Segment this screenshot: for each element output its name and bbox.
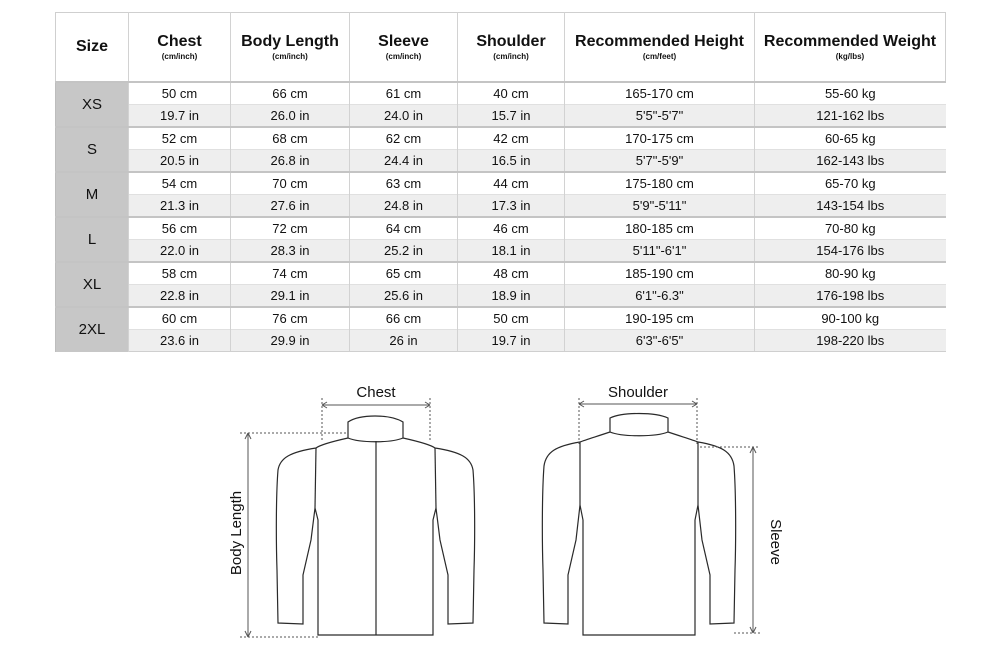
metric-value-cell: 66 cm xyxy=(350,307,458,330)
metric-value-cell: 48 cm xyxy=(458,262,565,285)
column-header-title: Shoulder xyxy=(476,33,546,50)
imperial-value-cell: 26.0 in xyxy=(231,105,350,128)
imperial-value-cell: 15.7 in xyxy=(458,105,565,128)
size-label: XL xyxy=(56,262,129,307)
front-jacket-drawing xyxy=(276,416,474,635)
metric-value-cell: 72 cm xyxy=(231,217,350,240)
metric-value-cell: 63 cm xyxy=(350,172,458,195)
column-header-title: Size xyxy=(75,38,108,55)
imperial-value-cell: 22.8 in xyxy=(129,285,231,308)
imperial-value-cell: 5'9"-5'11" xyxy=(565,195,755,218)
metric-value-cell: 62 cm xyxy=(350,127,458,150)
column-header-unit: (kg/lbs) xyxy=(835,52,865,61)
metric-value-cell: 70 cm xyxy=(231,172,350,195)
imperial-value-cell: 21.3 in xyxy=(129,195,231,218)
imperial-value-cell: 29.9 in xyxy=(231,330,350,352)
imperial-value-cell: 22.0 in xyxy=(129,240,231,263)
column-header-unit: (cm/inch) xyxy=(161,52,198,61)
metric-value-cell: 165-170 cm xyxy=(565,82,755,105)
imperial-value-cell: 18.1 in xyxy=(458,240,565,263)
column-header-unit: (cm/inch) xyxy=(272,52,308,61)
column-header-unit: (cm/inch) xyxy=(385,52,422,61)
metric-value-cell: 50 cm xyxy=(129,82,231,105)
metric-value-cell: 190-195 cm xyxy=(565,307,755,330)
size-label: S xyxy=(56,127,129,172)
metric-value-cell: 40 cm xyxy=(458,82,565,105)
imperial-value-cell: 5'5"-5'7" xyxy=(565,105,755,128)
imperial-value-cell: 154-176 lbs xyxy=(755,240,946,263)
imperial-value-cell: 198-220 lbs xyxy=(755,330,946,352)
metric-value-cell: 60 cm xyxy=(129,307,231,330)
column-header-title: Body Length xyxy=(241,33,339,50)
metric-value-cell: 46 cm xyxy=(458,217,565,240)
metric-value-cell: 70-80 kg xyxy=(755,217,946,240)
chest-label: Chest xyxy=(356,384,396,401)
imperial-value-cell: 23.6 in xyxy=(129,330,231,352)
metric-value-cell: 64 cm xyxy=(350,217,458,240)
metric-value-cell: 54 cm xyxy=(129,172,231,195)
column-header-title: Recommended Height xyxy=(575,33,744,50)
imperial-value-cell: 24.8 in xyxy=(350,195,458,218)
imperial-value-cell: 26 in xyxy=(350,330,458,352)
column-header-title: Chest xyxy=(157,33,202,50)
column-header-title: Recommended Weight xyxy=(763,33,937,50)
imperial-value-cell: 5'11"-6'1" xyxy=(565,240,755,263)
metric-value-cell: 80-90 kg xyxy=(755,262,946,285)
imperial-value-cell: 17.3 in xyxy=(458,195,565,218)
imperial-value-cell: 16.5 in xyxy=(458,150,565,173)
metric-value-cell: 68 cm xyxy=(231,127,350,150)
column-header-unit: (cm/feet) xyxy=(642,52,677,61)
imperial-value-cell: 18.9 in xyxy=(458,285,565,308)
front-dimension-lines xyxy=(240,398,430,637)
imperial-value-cell: 29.1 in xyxy=(231,285,350,308)
back-jacket-drawing xyxy=(542,414,735,636)
shoulder-label: Shoulder xyxy=(607,384,669,401)
metric-value-cell: 52 cm xyxy=(129,127,231,150)
imperial-value-cell: 19.7 in xyxy=(458,330,565,352)
metric-value-cell: 185-190 cm xyxy=(565,262,755,285)
imperial-value-cell: 162-143 lbs xyxy=(755,150,946,173)
imperial-value-cell: 19.7 in xyxy=(129,105,231,128)
metric-value-cell: 58 cm xyxy=(129,262,231,285)
metric-value-cell: 42 cm xyxy=(458,127,565,150)
imperial-value-cell: 121-162 lbs xyxy=(755,105,946,128)
metric-value-cell: 65-70 kg xyxy=(755,172,946,195)
metric-value-cell: 175-180 cm xyxy=(565,172,755,195)
imperial-value-cell: 24.0 in xyxy=(350,105,458,128)
imperial-value-cell: 28.3 in xyxy=(231,240,350,263)
size-label: XS xyxy=(56,82,129,127)
metric-value-cell: 50 cm xyxy=(458,307,565,330)
sleeve-label: Sleeve xyxy=(767,519,784,565)
metric-value-cell: 90-100 kg xyxy=(755,307,946,330)
column-header-unit: (cm/inch) xyxy=(493,52,529,61)
imperial-value-cell: 27.6 in xyxy=(231,195,350,218)
metric-value-cell: 76 cm xyxy=(231,307,350,330)
metric-value-cell: 55-60 kg xyxy=(755,82,946,105)
metric-value-cell: 74 cm xyxy=(231,262,350,285)
size-label: 2XL xyxy=(56,307,129,352)
metric-value-cell: 180-185 cm xyxy=(565,217,755,240)
size-label: L xyxy=(56,217,129,262)
imperial-value-cell: 6'3"-6'5" xyxy=(565,330,755,352)
size-label: M xyxy=(56,172,129,217)
imperial-value-cell: 6'1"-6.3" xyxy=(565,285,755,308)
metric-value-cell: 170-175 cm xyxy=(565,127,755,150)
metric-value-cell: 44 cm xyxy=(458,172,565,195)
metric-value-cell: 66 cm xyxy=(231,82,350,105)
metric-value-cell: 56 cm xyxy=(129,217,231,240)
column-header-title: Sleeve xyxy=(378,33,429,50)
imperial-value-cell: 26.8 in xyxy=(231,150,350,173)
metric-value-cell: 61 cm xyxy=(350,82,458,105)
metric-value-cell: 65 cm xyxy=(350,262,458,285)
imperial-value-cell: 25.2 in xyxy=(350,240,458,263)
imperial-value-cell: 24.4 in xyxy=(350,150,458,173)
imperial-value-cell: 20.5 in xyxy=(129,150,231,173)
imperial-value-cell: 25.6 in xyxy=(350,285,458,308)
body-length-label: Body Length xyxy=(228,490,245,576)
imperial-value-cell: 176-198 lbs xyxy=(755,285,946,308)
imperial-value-cell: 143-154 lbs xyxy=(755,195,946,218)
metric-value-cell: 60-65 kg xyxy=(755,127,946,150)
imperial-value-cell: 5'7"-5'9" xyxy=(565,150,755,173)
